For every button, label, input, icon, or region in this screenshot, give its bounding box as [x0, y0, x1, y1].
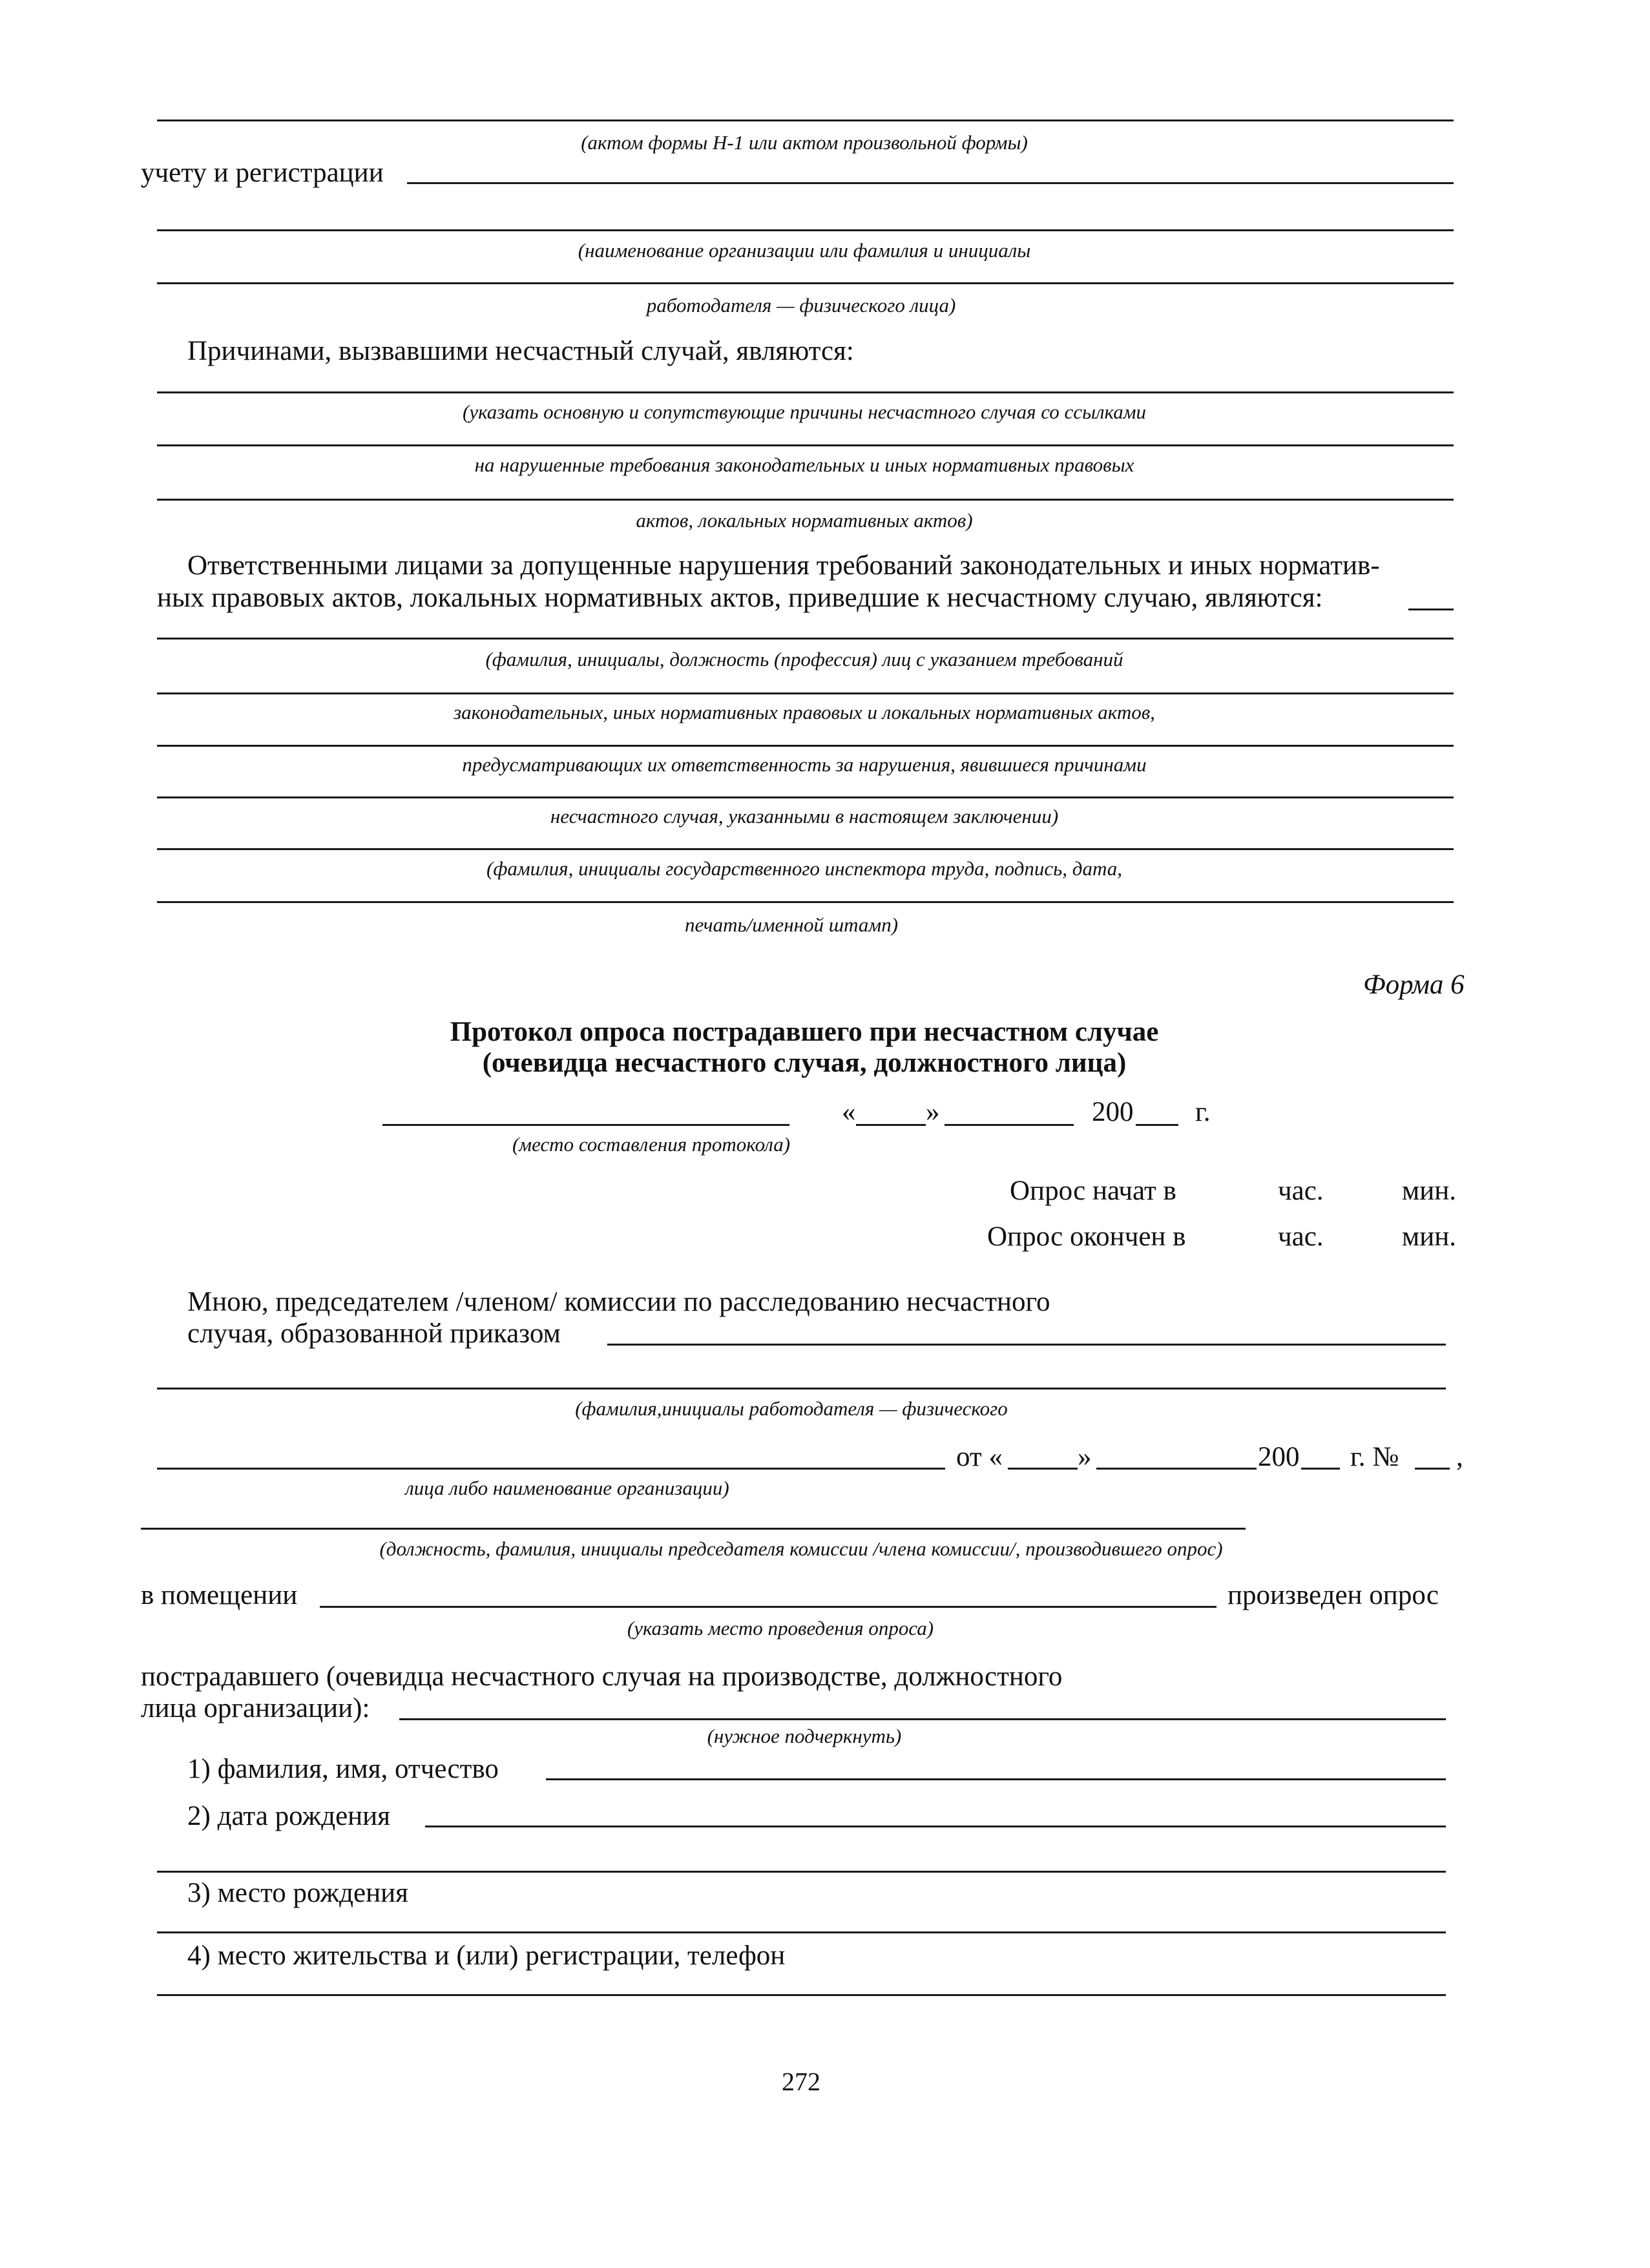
quote-open: « — [842, 1097, 856, 1127]
caption: (указать основную и сопутствующие причины несчастного случая со ссылками — [462, 401, 1147, 423]
fill-line[interactable] — [1136, 1124, 1178, 1126]
year-prefix: 200 — [1092, 1097, 1134, 1127]
fill-line[interactable] — [157, 1468, 945, 1470]
fill-line[interactable] — [157, 1931, 1446, 1933]
fill-line[interactable] — [1408, 609, 1454, 610]
label-mnoyu-1: Мною, председателем /членом/ комиссии по расследованию несчастного — [187, 1287, 1050, 1317]
fill-line[interactable] — [425, 1826, 1446, 1827]
label-postr-2: лица организации): — [141, 1693, 370, 1723]
year-suffix: г. — [1195, 1097, 1211, 1127]
fill-line[interactable] — [157, 444, 1454, 446]
fill-line[interactable] — [1301, 1468, 1340, 1470]
fill-line[interactable] — [546, 1778, 1446, 1780]
fill-line[interactable] — [157, 692, 1454, 694]
fill-line[interactable] — [157, 1871, 1446, 1873]
label-postr-1: пострадавшего (очевидца несчастного случая на производстве, должностного — [141, 1661, 1063, 1692]
label-otv-2: ных правовых актов, локальных нормативных актов, приведшие к несчастному случаю, являются: — [157, 583, 1323, 613]
fill-line[interactable] — [945, 1124, 1074, 1126]
label-ot: от « — [956, 1442, 1003, 1472]
caption: (фамилия, инициалы, должность (профессия) лиц с указанием требований — [485, 648, 1123, 671]
fill-line[interactable] — [1096, 1468, 1257, 1470]
label-item-3: 3) место рождения — [187, 1878, 408, 1908]
fill-line[interactable] — [141, 1528, 1246, 1530]
caption: работодателя — физического лица) — [646, 294, 956, 317]
fill-line[interactable] — [157, 901, 1454, 903]
fill-line[interactable] — [607, 1344, 1446, 1346]
caption: несчастного случая, указанными в настоящем заключении) — [550, 805, 1059, 827]
fill-line[interactable] — [399, 1718, 1446, 1720]
quote-close: » — [926, 1097, 940, 1127]
label-min: мин. — [1402, 1176, 1456, 1206]
fill-line[interactable] — [157, 229, 1454, 231]
fill-line[interactable] — [407, 182, 1454, 184]
fill-line[interactable] — [157, 745, 1454, 747]
caption: актов, локальных нормативных актов) — [636, 509, 973, 532]
label-prichinami: Причинами, вызвавшими несчастный случай, являются: — [187, 336, 854, 366]
caption: на нарушенные требования законодательных и иных нормативных правовых — [474, 453, 1134, 476]
caption: (указать место проведения опроса) — [627, 1617, 934, 1639]
label-uchetu: учету и регистрации — [141, 158, 384, 188]
label-otv-1: Ответственными лицами за допущенные нарушения требований законодательных и иных норматив- — [187, 550, 1380, 581]
label-item-1: 1) фамилия, имя, отчество — [187, 1754, 499, 1784]
caption: предусматривающих их ответственность за нарушения, явившиеся причинами — [462, 753, 1147, 776]
label-g-no: г. № — [1350, 1442, 1399, 1472]
fill-line[interactable] — [157, 796, 1454, 798]
fill-line[interactable] — [157, 120, 1454, 121]
fill-line[interactable] — [157, 1388, 1446, 1389]
form-number: Форма 6 — [1363, 970, 1465, 1000]
caption: (фамилия,инициалы работодателя — физического — [575, 1397, 1008, 1420]
year-prefix: 200 — [1258, 1442, 1300, 1472]
caption: законодательных, иных нормативных правовых и локальных нормативных актов, — [454, 701, 1155, 723]
label-proizveden: произведен опрос — [1227, 1580, 1439, 1610]
caption: (нужное подчеркнуть) — [707, 1725, 902, 1747]
comma: , — [1456, 1442, 1463, 1472]
caption: (место составления протокола) — [512, 1133, 791, 1156]
label-item-4: 4) место жительства и (или) регистрации, телефон — [187, 1940, 786, 1971]
label-min: мин. — [1402, 1222, 1456, 1252]
caption: (должность, фамилия, инициалы председателя комиссии /члена комиссии/, производившего опрос) — [379, 1537, 1223, 1560]
quote-close: » — [1078, 1442, 1092, 1472]
caption: (наименование организации или фамилия и инициалы — [578, 239, 1031, 262]
fill-line[interactable] — [1415, 1468, 1450, 1470]
caption: печать/именной штамп) — [684, 913, 899, 936]
fill-line[interactable] — [157, 638, 1454, 640]
label-okonchen: Опрос окончен в — [987, 1222, 1186, 1252]
fill-line[interactable] — [1008, 1468, 1078, 1470]
label-item-2: 2) дата рождения — [187, 1801, 390, 1831]
page-number: 272 — [782, 2067, 820, 2096]
fill-line[interactable] — [157, 282, 1454, 284]
form-title-1: Протокол опроса пострадавшего при несчастном случае — [450, 1017, 1159, 1047]
label-nachat: Опрос начат в — [1010, 1176, 1176, 1206]
fill-line[interactable] — [157, 848, 1454, 850]
label-mnoyu-2: случая, образованной приказом — [187, 1318, 561, 1349]
caption: лица либо наименование организации) — [405, 1477, 729, 1499]
fill-line[interactable] — [382, 1124, 789, 1126]
fill-line[interactable] — [157, 391, 1454, 393]
label-pomeshenii: в помещении — [141, 1580, 298, 1610]
label-chas: час. — [1278, 1222, 1324, 1252]
label-chas: час. — [1278, 1176, 1324, 1206]
fill-line[interactable] — [320, 1606, 1217, 1608]
caption: (фамилия, инициалы государственного инспектора труда, подпись, дата, — [486, 857, 1122, 880]
fill-line[interactable] — [157, 1994, 1446, 1996]
form-title-2: (очевидца несчастного случая, должностного лица) — [482, 1048, 1127, 1078]
caption: (актом формы Н-1 или актом произвольной формы) — [581, 131, 1028, 154]
fill-line[interactable] — [157, 499, 1454, 501]
fill-line[interactable] — [856, 1124, 926, 1126]
